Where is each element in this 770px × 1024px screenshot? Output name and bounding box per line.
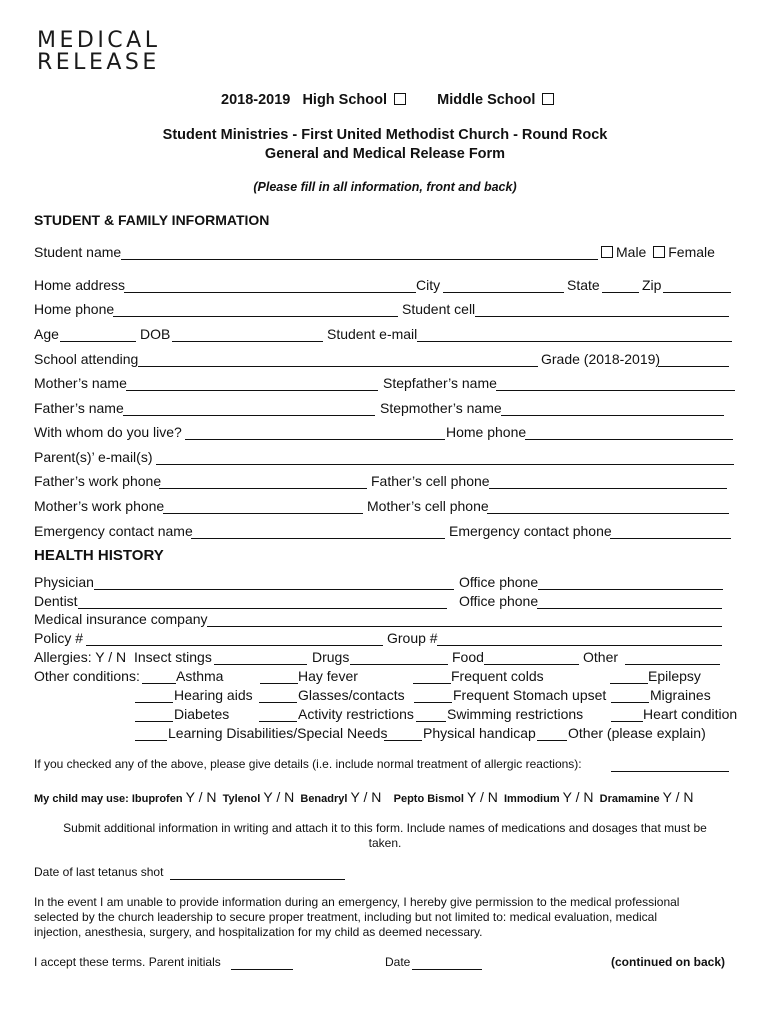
form-note: (Please fill in all information, front and back) [253, 180, 517, 194]
dentist-field[interactable] [78, 608, 447, 609]
grade-label: Grade (2018-2019) [541, 351, 661, 367]
tetanus-field[interactable] [170, 879, 345, 880]
student-name-label: Student name [34, 244, 122, 260]
stomach-field[interactable] [414, 702, 452, 703]
whom-live-field[interactable] [185, 439, 445, 440]
whom-live-label: With whom do you live? [34, 424, 182, 440]
swimming-label: Swimming restrictions [447, 706, 584, 722]
male-checkbox[interactable] [601, 246, 613, 258]
details-field[interactable] [611, 771, 729, 772]
logo-line-2: RELEASE [37, 50, 160, 75]
female-checkbox[interactable] [653, 246, 665, 258]
mothers-name-field[interactable] [126, 390, 378, 391]
insurance-label: Medical insurance company [34, 611, 208, 627]
fathers-work-label: Father’s work phone [34, 473, 162, 489]
immodium-yn[interactable]: Y / N [562, 789, 594, 805]
insect-label: Insect stings [134, 649, 212, 665]
org-title: Student Ministries - First United Methodist Church - Round Rock [162, 127, 608, 143]
tetanus-label: Date of last tetanus shot [34, 865, 164, 879]
learning-label: Learning Disabilities/Special Needs [168, 725, 388, 741]
mothers-cell-field[interactable] [487, 513, 729, 514]
stepmothers-name-label: Stepmother’s name [380, 400, 502, 416]
zip-field[interactable] [663, 292, 731, 293]
high-school-label: High School [302, 92, 388, 108]
student-name-field[interactable] [121, 259, 598, 260]
emergency-phone-field[interactable] [610, 538, 731, 539]
student-cell-field[interactable] [475, 316, 729, 317]
form-title: General and Medical Release Form [264, 146, 506, 162]
dramamine-label: Dramamine [599, 793, 660, 805]
student-email-field[interactable] [417, 341, 732, 342]
meds-intro: My child may use: [34, 793, 129, 805]
epilepsy-field[interactable] [610, 683, 648, 684]
emergency-name-label: Emergency contact name [34, 523, 193, 539]
male-label: Male [616, 244, 647, 260]
parents-email-field[interactable] [156, 464, 734, 465]
benadryl-label: Benadryl [300, 793, 348, 805]
physician-label: Physician [34, 574, 94, 590]
health-section-title: HEALTH HISTORY [34, 547, 164, 564]
city-field[interactable] [443, 292, 564, 293]
hearing-aids-field[interactable] [135, 702, 173, 703]
physical-label: Physical handicap [423, 725, 536, 741]
hay-fever-field[interactable] [260, 683, 298, 684]
ibuprofen-yn[interactable]: Y / N [185, 789, 217, 805]
hearing-aids-label: Hearing aids [174, 687, 253, 703]
tylenol-label: Tylenol [222, 793, 261, 805]
other-explain-label: Other (please explain) [568, 725, 706, 741]
swimming-field[interactable] [416, 721, 446, 722]
home-address-label: Home address [34, 277, 126, 293]
state-field[interactable] [602, 292, 639, 293]
high-school-checkbox[interactable] [394, 93, 406, 105]
diabetes-label: Diabetes [174, 706, 230, 722]
activity-field[interactable] [259, 721, 297, 722]
permission-line-1: In the event I am unable to provide information during an emergency, I hereby give permission to the medical professional [34, 895, 680, 909]
other-explain-field[interactable] [537, 740, 567, 741]
continued-note: (continued on back) [611, 955, 725, 969]
office-phone-2-field[interactable] [537, 608, 722, 609]
benadryl-yn[interactable]: Y / N [350, 789, 382, 805]
learning-field[interactable] [135, 740, 167, 741]
age-field[interactable] [60, 341, 136, 342]
parents-email-label: Parent(s)’ e-mail(s) [34, 449, 153, 465]
emergency-name-field[interactable] [191, 538, 445, 539]
home-address-field[interactable] [124, 292, 416, 293]
logo-line-1: MEDICAL [37, 28, 161, 53]
gender-options [598, 244, 715, 260]
mothers-work-label: Mother’s work phone [34, 498, 165, 514]
student-section-title: STUDENT & FAMILY INFORMATION [34, 212, 270, 228]
office-phone-2-label: Office phone [459, 593, 539, 609]
medications-row [34, 789, 694, 805]
date-field[interactable] [412, 969, 482, 970]
immodium-label: Immodium [503, 793, 560, 805]
date-label: Date [385, 955, 411, 969]
dramamine-yn[interactable]: Y / N [662, 789, 694, 805]
student-cell-label: Student cell [402, 301, 476, 317]
city-label: City [416, 277, 441, 293]
insect-field[interactable] [214, 664, 307, 665]
age-label: Age [34, 326, 59, 342]
activity-label: Activity restrictions [298, 706, 414, 722]
zip-label: Zip [642, 277, 662, 293]
parent-initials-field[interactable] [231, 969, 293, 970]
mothers-name-label: Mother’s name [34, 375, 127, 391]
dentist-label: Dentist [34, 593, 78, 609]
physical-field[interactable] [384, 740, 422, 741]
food-field[interactable] [484, 664, 579, 665]
group-label: Group # [387, 630, 438, 646]
grade-field[interactable] [658, 366, 729, 367]
other-conditions-label: Other conditions: [34, 668, 140, 684]
group-field[interactable] [437, 645, 722, 646]
stepfathers-name-label: Stepfather’s name [383, 375, 497, 391]
other-field[interactable] [625, 664, 720, 665]
pepto-yn[interactable]: Y / N [466, 789, 498, 805]
home-phone-2-field[interactable] [525, 439, 733, 440]
policy-field[interactable] [86, 645, 383, 646]
fathers-name-field[interactable] [123, 415, 375, 416]
details-note: If you checked any of the above, please give details (i.e. include normal treatment of allergic reactions): [34, 757, 582, 771]
food-label: Food [452, 649, 484, 665]
school-attending-label: School attending [34, 351, 139, 367]
allergies-label: Allergies: Y / N [34, 649, 127, 665]
migraines-field[interactable] [611, 702, 649, 703]
insurance-field[interactable] [207, 626, 722, 627]
school-attending-field[interactable] [138, 366, 538, 367]
drugs-field[interactable] [350, 664, 448, 665]
office-phone-label: Office phone [459, 574, 539, 590]
fathers-work-field[interactable] [159, 488, 367, 489]
mothers-cell-label: Mother’s cell phone [367, 498, 489, 514]
home-phone-label: Home phone [34, 301, 115, 317]
submit-note-line-2: taken. [368, 836, 402, 850]
asthma-field[interactable] [142, 683, 176, 684]
tylenol-yn[interactable]: Y / N [263, 789, 295, 805]
dob-label: DOB [140, 326, 171, 342]
glasses-label: Glasses/contacts [298, 687, 405, 703]
ibuprofen-label: Ibuprofen [131, 793, 183, 805]
middle-school-checkbox[interactable] [542, 93, 554, 105]
state-label: State [567, 277, 600, 293]
heart-label: Heart condition [643, 706, 738, 722]
mothers-work-field[interactable] [163, 513, 363, 514]
migraines-label: Migraines [650, 687, 711, 703]
frequent-colds-label: Frequent colds [451, 668, 544, 684]
stepfathers-name-field[interactable] [496, 390, 735, 391]
dob-field[interactable] [172, 341, 323, 342]
permission-line-2: selected by the church leadership to secure proper treatment, including but not limited to: medical evaluation, medical [34, 910, 658, 924]
female-label: Female [668, 244, 715, 260]
stomach-label: Frequent Stomach upset [453, 687, 607, 703]
physician-field[interactable] [94, 589, 454, 590]
heart-field[interactable] [611, 721, 643, 722]
fathers-name-label: Father’s name [34, 400, 124, 416]
drugs-label: Drugs [312, 649, 350, 665]
frequent-colds-field[interactable] [413, 683, 451, 684]
school-year: 2018-2019 [221, 92, 291, 108]
policy-label: Policy # [34, 630, 84, 646]
stepmothers-name-field[interactable] [501, 415, 724, 416]
glasses-field[interactable] [259, 702, 297, 703]
accept-label: I accept these terms. Parent initials [34, 955, 221, 969]
permission-line-3: injection, anesthesia, surgery, and hospitalization for my child as deemed necessary. [34, 925, 483, 939]
office-phone-field[interactable] [538, 589, 723, 590]
other-label: Other [583, 649, 619, 665]
school-level-row [221, 92, 557, 108]
fathers-cell-label: Father’s cell phone [371, 473, 490, 489]
home-phone-field[interactable] [113, 316, 398, 317]
student-email-label: Student e-mail [327, 326, 418, 342]
diabetes-field[interactable] [135, 721, 173, 722]
pepto-label: Pepto Bismol [393, 793, 464, 805]
asthma-label: Asthma [176, 668, 224, 684]
emergency-phone-label: Emergency contact phone [449, 523, 612, 539]
epilepsy-label: Epilepsy [648, 668, 701, 684]
middle-school-label: Middle School [437, 92, 536, 108]
fathers-cell-field[interactable] [489, 488, 727, 489]
submit-note-line-1: Submit additional information in writing and attach it to this form. Include names of medications and dosages that must be [63, 821, 707, 835]
home-phone-2-label: Home phone [446, 424, 527, 440]
hay-fever-label: Hay fever [298, 668, 358, 684]
